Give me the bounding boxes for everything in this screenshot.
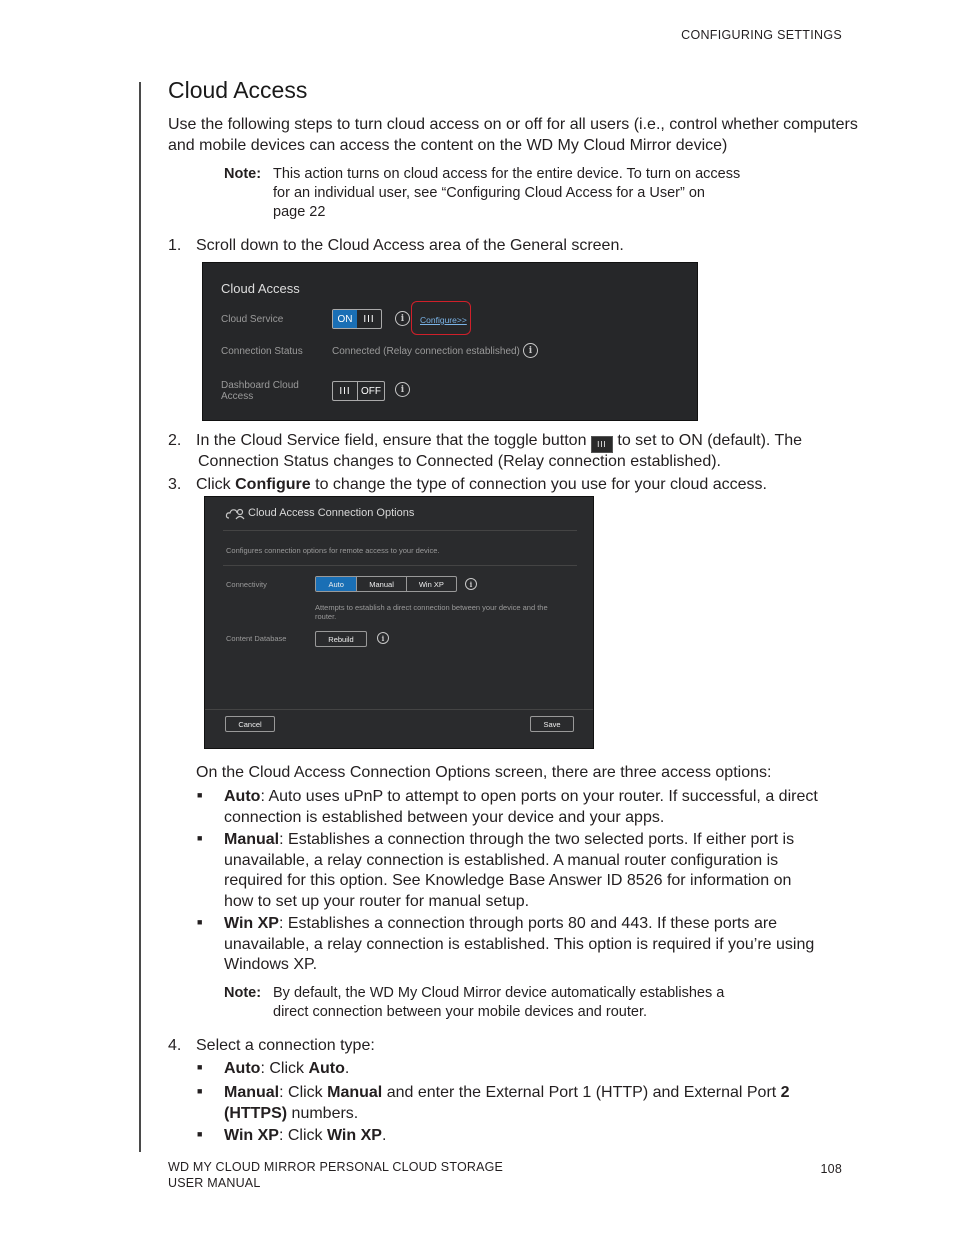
step-text-part: to change the type of connection you use for your cloud access. [315, 476, 767, 493]
intro-paragraph: Use the following steps to turn cloud access on or off for all users (i.e., control whether computers and mobile devices can access the content on the WD My Cloud Mirror device) [168, 116, 858, 154]
page-number: 108 [820, 1162, 842, 1176]
toggle-button-icon: III [591, 436, 613, 453]
step-text: Select a connection type: [196, 1037, 375, 1054]
connection-status-value: Connected (Relay connection established) [332, 346, 520, 357]
cancel-button[interactable]: Cancel [225, 716, 275, 732]
info-icon[interactable]: i [395, 382, 410, 397]
panel-title: Cloud Access [221, 281, 300, 296]
info-icon[interactable]: i [523, 343, 538, 358]
bullet-text: : Click [278, 1127, 327, 1144]
save-button[interactable]: Save [530, 716, 574, 732]
cloud-service-label: Cloud Service [221, 314, 284, 325]
bullet-marker: ■ [197, 917, 203, 927]
bullet-bold: Auto [224, 1060, 261, 1077]
bullet-bold: Win XP [326, 1127, 382, 1144]
configure-link[interactable]: Configure>> [420, 315, 467, 325]
step-text-bold: Configure [235, 476, 311, 493]
bullet-text: unavailable, a relay connection is established. A manual router configuration is [224, 851, 779, 869]
connectivity-selector[interactable] [315, 576, 457, 592]
bullet-marker: ■ [197, 1062, 203, 1072]
bullet-text: . [344, 1060, 350, 1077]
toggle-handle-icon: III [339, 385, 351, 397]
bullet-bold: (HTTPS) [224, 1104, 288, 1122]
bullet-bold: Manual [224, 1084, 280, 1101]
step-number: 1. [168, 237, 182, 254]
auto-hint: Attempts to establish a direct connection between your device and the [315, 603, 548, 612]
step-text-part: to set to ON (default). The [617, 432, 803, 449]
info-icon[interactable]: i [377, 632, 389, 644]
bullet-text: : Click [260, 1060, 309, 1077]
bullet-bold: Win XP [224, 915, 279, 932]
step-number: 4. [168, 1037, 182, 1054]
bullet-item-winxp [224, 914, 814, 976]
bullet-bold: 2 [780, 1084, 790, 1101]
connectivity-label: Connectivity [226, 580, 267, 589]
dashboard-cloud-toggle[interactable] [332, 381, 385, 401]
footer-title: WD MY CLOUD MIRROR PERSONAL CLOUD STORAGE [168, 1160, 504, 1174]
step-number: 2. [168, 432, 182, 449]
step-number: 3. [168, 476, 182, 493]
step-text-line: Connection Status changes to Connected (Relay connection established). [198, 453, 721, 470]
bullet-item-auto [224, 787, 818, 828]
cloud-user-icon [225, 507, 245, 521]
cloud-access-screenshot [202, 262, 698, 421]
toggle-handle-icon: III [363, 313, 375, 325]
section-header: CONFIGURING SETTINGS [681, 28, 842, 42]
note-label: Note: [224, 166, 262, 182]
divider [205, 709, 593, 710]
rebuild-button[interactable]: Rebuild [315, 631, 367, 647]
step4-bullet-winxp [224, 1126, 386, 1147]
note-label: Note: [224, 985, 262, 1001]
dashboard-label: Dashboard Cloud [221, 380, 299, 391]
bullet-bold: Win XP [224, 1127, 279, 1144]
step-text [196, 431, 802, 453]
bullet-marker: ■ [197, 1129, 203, 1139]
note-text-line: This action turns on cloud access for the entire device. To turn on access [273, 166, 741, 182]
bullet-text: . [381, 1127, 387, 1144]
dialog-description: Configures connection options for remote access to your device. [226, 546, 440, 555]
toggle-on-label: ON [333, 310, 357, 328]
bullet-bold: Manual [327, 1084, 383, 1101]
bullet-text: unavailable, a relay connection is established. This option is required if you’re using [224, 935, 815, 953]
step4-bullet-manual [224, 1083, 790, 1124]
bullet-text: : Establishes a connection through the two selected ports. If either port is [279, 831, 795, 848]
connection-options-screenshot [204, 496, 594, 749]
info-icon[interactable]: i [465, 578, 477, 590]
note-text-line: for an individual user, see “Configuring Cloud Access for a User” on [273, 185, 705, 201]
note-text-line: page 22 [273, 204, 326, 220]
connection-status-label: Connection Status [221, 346, 303, 357]
bullet-marker: ■ [197, 833, 203, 843]
bullet-bold: Auto [224, 788, 261, 805]
toggle-off-label: OFF [357, 382, 384, 400]
step-text-part: In the Cloud Service field, ensure that the toggle button [196, 432, 587, 449]
bullet-text: Windows XP. [224, 956, 318, 973]
content-database-label: Content Database [226, 634, 287, 643]
bullet-marker: ■ [197, 790, 203, 800]
bullet-item-manual [224, 830, 794, 912]
auto-hint: router. [315, 612, 337, 621]
cloud-service-toggle[interactable] [332, 309, 382, 329]
bullet-text: : Click [279, 1084, 328, 1101]
dashboard-label: Access [221, 391, 254, 402]
divider [223, 565, 577, 566]
bullet-text: : Auto uses uPnP to attempt to open ports on your router. If successful, a direct [260, 788, 818, 805]
option-manual[interactable]: Manual [356, 577, 405, 591]
options-intro: On the Cloud Access Connection Options screen, there are three access options: [196, 764, 772, 781]
option-winxp[interactable]: Win XP [406, 577, 456, 591]
bullet-text: required for this option. See Knowledge Base Answer ID 8526 for information on [224, 872, 792, 889]
bullet-text: numbers. [287, 1104, 359, 1122]
margin-rule [139, 82, 141, 1152]
note-text-line: By default, the WD My Cloud Mirror device automatically establishes a [273, 985, 725, 1001]
page-title: Cloud Access [168, 77, 308, 103]
note-text-line: direct connection between your mobile devices and router. [273, 1004, 647, 1020]
step4-bullet-auto [224, 1059, 349, 1080]
step-text-part: Click [196, 476, 231, 493]
dialog-title: Cloud Access Connection Options [248, 507, 415, 519]
bullet-marker: ■ [197, 1086, 203, 1096]
step-text [196, 475, 767, 496]
bullet-bold: Manual [224, 831, 280, 848]
divider [223, 530, 577, 531]
footer-subtitle: USER MANUAL [168, 1176, 261, 1190]
bullet-text: how to set up your router for manual setup. [224, 892, 530, 910]
bullet-text: connection is established between your device and your apps. [224, 808, 665, 826]
info-icon[interactable]: i [395, 311, 410, 326]
bullet-text: and enter the External Port 1 (HTTP) and External Port [382, 1084, 781, 1101]
bullet-bold: Auto [308, 1060, 345, 1077]
bullet-text: : Establishes a connection through ports 80 and 443. If these ports are [278, 915, 778, 932]
option-auto[interactable]: Auto [316, 577, 356, 591]
step-text: Scroll down to the Cloud Access area of the General screen. [196, 237, 624, 254]
